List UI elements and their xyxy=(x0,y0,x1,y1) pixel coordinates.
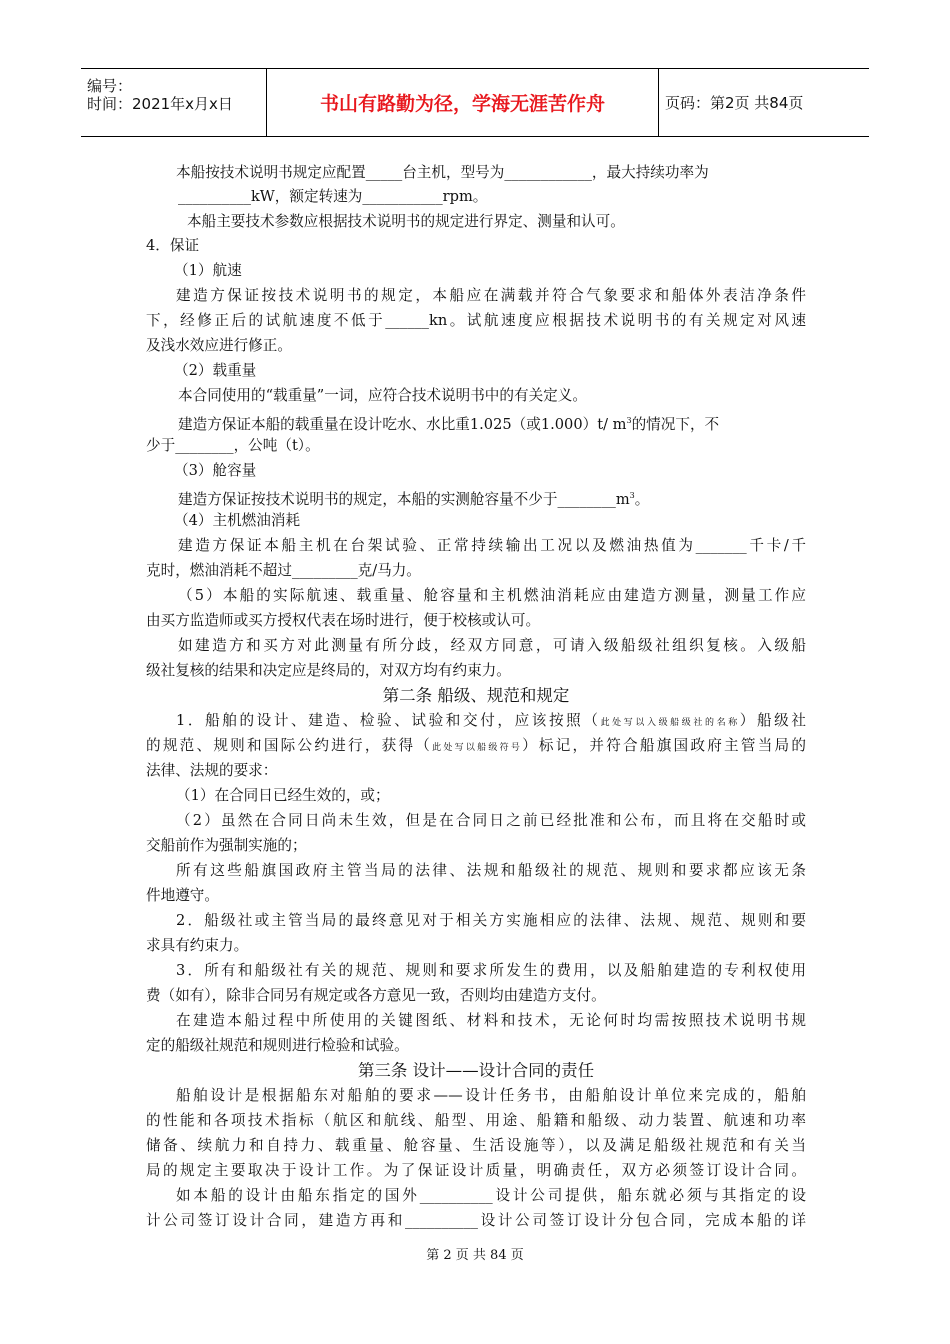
article-title: 第二条 船级、规范和规定 xyxy=(382,686,570,705)
paragraph-line: 在建造本船过程中所使用的关键图纸、材料和技术，无论何时均需按照技术说明书规 xyxy=(176,1012,806,1029)
paragraph-text: 。 xyxy=(634,490,650,508)
paragraph-line: 本合同使用的“载重量”一词，应符合技术说明书中的有关定义。 xyxy=(178,387,587,404)
paragraph-line: 下，经修正后的试航速度不低于______kn。试航速度应根据技术说明书的有关规定对风速 xyxy=(146,312,806,329)
paragraph-text: 1．船舶的设计、建造、检验、试验和交付，应该按照（ xyxy=(176,712,601,729)
header-table xyxy=(81,68,869,137)
paragraph-line: 克时，燃油消耗不超过_________克/马力。 xyxy=(146,562,421,579)
paragraph-line: 的性能和各项技术指标（航区和航线、船型、用途、船籍和船级、动力装置、航速和功率 xyxy=(146,1112,806,1129)
doc-number-label: 编号： xyxy=(87,77,133,95)
inline-note: 此处写以入级船级社的名称 xyxy=(600,718,740,728)
inline-note: 此处写以船级符号 xyxy=(432,743,523,753)
paragraph-text: ）船级社 xyxy=(739,712,806,729)
paragraph-line: 本船按技术说明书规定应配置_____台主机，型号为____________，最大持续功率为 xyxy=(176,164,709,181)
paragraph-line: 建造方保证本船主机在台架试验、正常持续输出工况以及燃油热值为_______千卡/千 xyxy=(178,537,806,554)
paragraph-line: 本船主要技术参数应根据技术说明书的规定进行界定、测量和认可。 xyxy=(187,213,625,230)
paragraph-line: 求具有约束力。 xyxy=(146,937,249,954)
paragraph-line: 2．船级社或主管当局的最终意见对于相关方实施相应的法律、法规、规范、规则和要 xyxy=(176,912,806,929)
paragraph-line: 法律、法规的要求： xyxy=(146,762,278,779)
paragraph-line: 建造方保证按技术说明书的规定，本船应在满载并符合气象要求和船体外表洁净条件 xyxy=(176,287,806,304)
paragraph-line xyxy=(146,736,806,758)
paragraph-line: 所有这些船旗国政府主管当局的法律、法规和船级社的规范、规则和要求都应该无条 xyxy=(176,862,806,879)
paragraph-line: 定的船级社规范和规则进行检验和试验。 xyxy=(146,1037,409,1054)
paragraph-line: 由买方监造师或买方授权代表在场时进行，便于校核或认可。 xyxy=(146,612,541,629)
paragraph-line: 级社复核的结果和决定应是终局的，对双方均有约束力。 xyxy=(146,662,511,679)
paragraph-line: 计公司签订设计合同，建造方再和__________设计公司签订设计分包合同，完成本船的详 xyxy=(146,1212,806,1229)
paragraph-text: 建造方保证本船的载重量在设计吃水、水比重1.025（或1.000）t/ m xyxy=(178,415,627,433)
paragraph-line: 储备、续航力和自持力、载重量、舱容量、生活设施等），以及满足船级社规范和有关当 xyxy=(146,1137,806,1154)
header-page-label: 页码：第2页 共84页 xyxy=(665,94,804,112)
paragraph-text: 建造方保证按技术说明书的规定，本船的实测舱容量不少于________m xyxy=(178,490,630,508)
section-number: 4．保证 xyxy=(146,237,200,254)
subheading: （3）舱容量 xyxy=(174,462,257,479)
paragraph-line: 及浅水效应进行修正。 xyxy=(146,337,292,354)
paragraph-line xyxy=(178,411,719,435)
subheading: （1）航速 xyxy=(174,262,242,279)
header-divider xyxy=(658,69,659,136)
paragraph-line: 费（如有），除非合同另有规定或各方意见一致，否则均由建造方支付。 xyxy=(146,987,606,1004)
paragraph-text: 的规范、规则和国际公约进行，获得（ xyxy=(146,737,433,754)
paragraph-line: __________kW，额定转速为___________rpm。 xyxy=(178,188,488,205)
superscript: 3 xyxy=(626,416,632,425)
paragraph-line: （1）在合同日已经生效的，或； xyxy=(176,787,390,804)
paragraph-line: 交船前作为强制实施的； xyxy=(146,837,307,854)
paragraph-line: 如本船的设计由船东指定的国外__________设计公司提供，船东就必须与其指定的设 xyxy=(176,1187,806,1204)
paragraph-line: 少于________，公吨（t）。 xyxy=(146,437,320,454)
paragraph-line xyxy=(176,711,806,733)
paragraph-line xyxy=(178,486,649,510)
doc-date-label: 时间：2021年x月x日 xyxy=(87,95,233,113)
header-motto: 书山有路勤为径，学海无涯苦作舟 xyxy=(319,93,605,115)
page-footer: 第 2 页 共 84 页 xyxy=(426,1248,524,1263)
header-info-cell xyxy=(81,69,266,136)
paragraph-line: 3．所有和船级社有关的规范、规则和要求所发生的费用，以及船舶建造的专利权使用 xyxy=(176,962,806,979)
paragraph-line: 如建造方和买方对此测量有所分歧，经双方同意，可请入级船级社组织复核。入级船 xyxy=(178,637,806,654)
subheading: （2）载重量 xyxy=(174,362,257,379)
paragraph-line: （2）虽然在合同日尚未生效，但是在合同日之前已经批准和公布，而且将在交船时或 xyxy=(176,812,806,829)
article-title: 第三条 设计——设计合同的责任 xyxy=(357,1061,595,1080)
paragraph-line: （5）本船的实际航速、载重量、舱容量和主机燃油消耗应由建造方测量，测量工作应 xyxy=(178,587,806,604)
paragraph-text: ）标记，并符合船旗国政府主管当局的 xyxy=(522,737,806,754)
paragraph-line: 局的规定主要取决于设计工作。为了保证设计质量，明确责任，双方必须签订设计合同。 xyxy=(146,1162,806,1179)
superscript: 3 xyxy=(629,491,635,500)
paragraph-line: 船舶设计是根据船东对船舶的要求——设计任务书，由船舶设计单位来完成的，船舶 xyxy=(176,1087,806,1104)
paragraph-text: 的情况下，不 xyxy=(631,415,720,433)
subheading: （4）主机燃油消耗 xyxy=(174,512,301,529)
paragraph-line: 件地遵守。 xyxy=(146,887,219,904)
